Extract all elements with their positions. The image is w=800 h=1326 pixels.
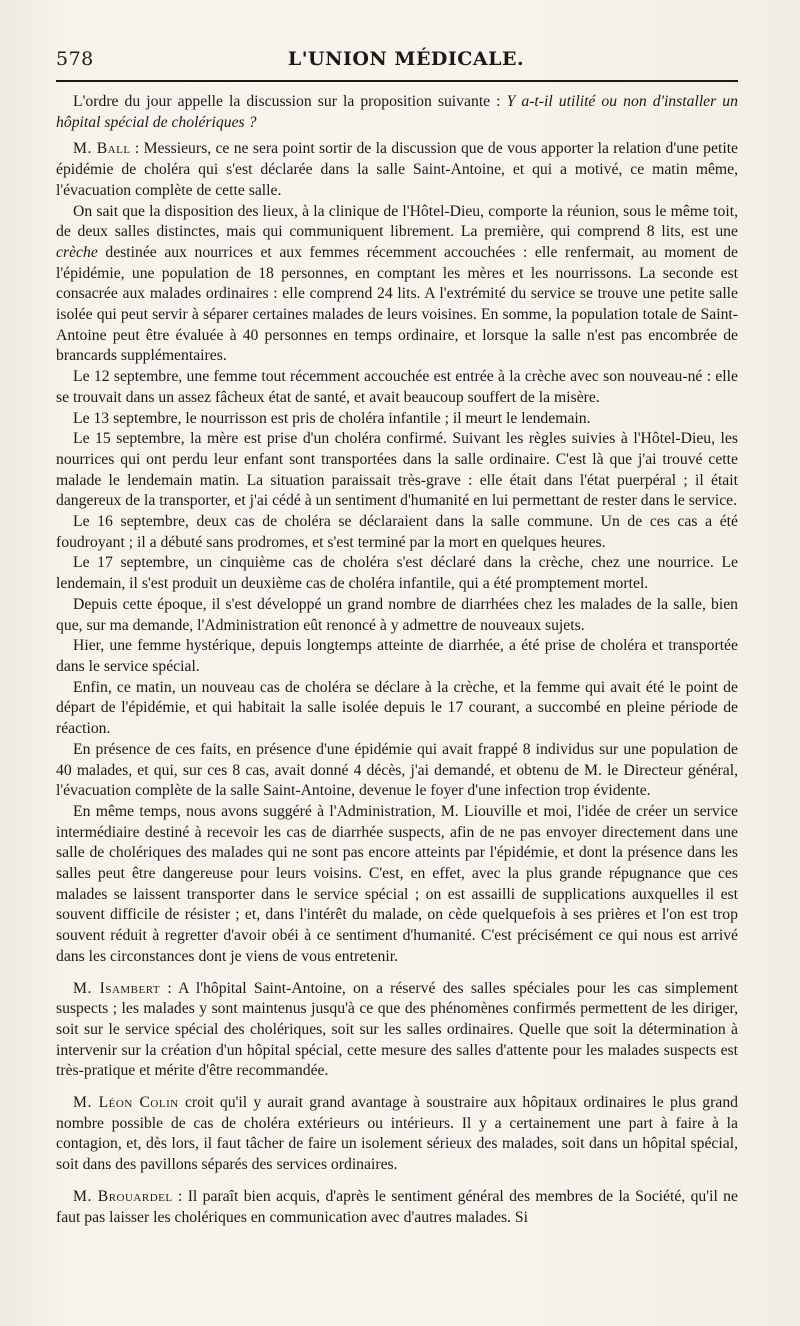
speech-colin <box>56 1093 738 1176</box>
paragraph-italic-term: crèche <box>56 243 98 261</box>
speech-ball-p3: Le 12 septembre, une femme tout récemment accouchée est entrée à la crèche avec son nouveau-né : elle se trouvait dans un assez fâcheux état de santé, et avait beaucoup souffert de la misère. <box>56 368 738 406</box>
paragraph-text: Messieurs, ce ne sera point sortir de la discussion que de vous apporter la relation d'une petite épidémie de choléra qui s'est déclarée dans la salle Saint-Antoine, et qui a motivé, ce matin même, l'évacuation complète de cette salle. <box>56 140 739 199</box>
paragraph-text: On sait que la disposition des lieux, à la clinique de l'Hôtel-Dieu, comporte la réunion, sous le même toit, de deux salles distinctes, mais qui communiquent librement. La première, qui comprend 8 lits, est une <box>56 202 738 241</box>
running-head <box>56 48 756 76</box>
speech-ball-p1: M. Ball : Messieurs, ce ne sera point sortir de la discussion que de vous apporter la relation d'une petite épidémie de choléra qui s'est déclarée dans la salle Saint-Antoine, et qui a motivé, ce matin même, l'évacuation complète de cette salle. <box>56 140 739 199</box>
speech-ball-p11: En présence de ces faits, en présence d'une épidémie qui avait frappé 8 individus sur une population de 40 malades, et qui, sur ces 8 cas, avait donné 4 décès, j'ai demandé, et obtenu de M. le Directeur général, l'évacuation complète de la salle Saint-Antoine, devenue le foyer d'une infection trop évidente. <box>56 740 738 800</box>
speaker-ball: M. Ball <box>73 140 131 158</box>
agenda-paragraph <box>56 92 738 133</box>
speaker-isambert: M. Isambert <box>73 979 161 997</box>
paragraph-text: destinée aux nourrices et aux femmes récemment accouchées : elle renfermait, au moment de l'épidémie, une population de 18 personnes, en comptant les mères et les nourrissons. La seconde est consacrée aux malades ordinaires : elle comprend 24 lits. A l'extrémité du service se trouve une petite salle isolée qui peut servir à séparer certaines malades de leurs voisines. En somme, la population totale de Saint-Antoine peut être évaluée à 40 personnes en temps ordinaire, et lorsque la salle n'est pas encombrée de brancards supplémentaires. <box>56 243 738 365</box>
paragraph-text: Il paraît bien acquis, d'après le sentiment général des membres de la Société, qu'il ne faut pas laisser les cholériques en communication avec d'autres malades. Si <box>56 1187 738 1226</box>
speech-ball-p9: Hier, une femme hystérique, depuis longtemps atteinte de diarrhée, a été prise de choléra et transportée dans le service spécial. <box>56 637 738 675</box>
speaker-brouardel: M. Brouardel <box>73 1187 173 1205</box>
speech-ball-p6: Le 16 septembre, deux cas de choléra se déclaraient dans la salle commune. Un de ces cas a été foudroyant ; il a débuté sans prodromes, et s'est terminé par la mort en quelques heures. <box>56 513 738 551</box>
speech-brouardel: M. Brouardel : Il paraît bien acquis, d'après le sentiment général des membres de la Société, qu'il ne faut pas laisser les cholériques en communication avec d'autres malades. Si <box>56 1187 738 1226</box>
agenda-question: Y a-t-il utilité ou non d'installer un hôpital spécial de cholériques ? <box>56 93 738 131</box>
speech-ball-p7: Le 17 septembre, un cinquième cas de choléra s'est déclaré dans la crèche, chez une nourrice. Le lendemain, il s'est produit un deuxième cas de choléra infantile, qui a été promptement mortel. <box>56 554 738 593</box>
header-rule <box>56 80 738 82</box>
agenda-text: L'ordre du jour appelle la discussion sur la proposition suivante : <box>73 93 507 110</box>
speech-ball-p5: Le 15 septembre, la mère est prise d'un choléra confirmé. Suivant les règles suivies à l'Hôtel-Dieu, les nourrices qui ont perdu leur enfant sont transportées dans la salle ordinaire. C'est là que j'ai trouvé cette malade le lendemain matin. La situation paraissait très-grave : elle était dans l'état puerpéral ; il était dangereux de la transporter, et j'ai cédé à un sentiment d'humanité en lui permettant de rester dans le service. <box>56 430 738 510</box>
journal-title: L'UNION MÉDICALE. <box>287 48 525 70</box>
speaker-colin: M. Léon Colin <box>73 1094 179 1112</box>
speech-isambert: M. Isambert : A l'hôpital Saint-Antoine, on a réservé des salles spéciales pour les cas simplement suspects ; les malades y sont maintenus jusqu'à ce que des phénomènes confirmés permettent de les diriger, soit sur le service spécial des cholériques, soit sur les salles ordinaires. Quelle que soit la détermination à intervenir sur la création d'un hôpital spécial, cette mesure des salles d'attente pour les malades suspects est très-pratique et mérite d'être recommandée. <box>56 979 738 1080</box>
speech-ball-p12: En même temps, nous avons suggéré à l'Administration, M. Liouville et moi, l'idée de créer un service intermédiaire destiné à recevoir les cas de diarrhée suspects, afin de ne pas envoyer directement dans une salle de cholériques des malades qui ne sont pas encore atteints par l'épidémie, et dont la présence dans les salles peut être dangereuse pour leurs voisins. C'est, en effet, avec la plus grande répugnance que ces malades se laissent transporter dans le service spécial ; on est assailli de supplications auxquelles il est souvent difficile de résister ; et, dans l'intérêt du malade, on cède quelquefois à ses prières et l'on est trop souvent réduit à regretter d'avoir obéi à ce sentiment d'humanité. C'est précisément ce qui nous est arrivé dans les circonstances dont je viens de vous entretenir. <box>56 802 738 965</box>
page-number: 578 <box>56 48 94 70</box>
speech-ball-p10: Enfin, ce matin, un nouveau cas de choléra se déclare à la crèche, et la femme qui avait été le point de départ de l'épidémie, et qui habitait la salle isolée depuis le 17 courant, a succombé en pleine période de réaction. <box>56 678 738 738</box>
speech-ball-p8: Depuis cette époque, il s'est développé un grand nombre de diarrhées chez les malades de la salle, bien que, sur ma demande, l'Administration eût renoncé à y admettre de nouveaux sujets. <box>56 595 738 634</box>
paragraph-text: A l'hôpital Saint-Antoine, on a réservé des salles spéciales pour les cas simplement suspects ; les malades y sont maintenus jusqu'à ce que des phénomènes confirmés permettent de les diriger, soit sur le service spécial des cholériques, soit sur les salles ordinaires. Quelle que soit la détermination à intervenir sur la création d'un hôpital spécial, cette mesure des salles d'attente pour les malades suspects est très-pratique et mérite d'être recommandée. <box>56 979 738 1080</box>
article-body <box>56 92 738 1228</box>
speech-ball-p4: Le 13 septembre, le nourrisson est pris de choléra infantile ; il meurt le lendemain. <box>73 409 591 427</box>
speech-ball-p2 <box>56 202 738 368</box>
paragraph-text: croit qu'il y aurait grand avantage à soustraire aux hôpitaux ordinaires le plus grand nombre possible de cas de choléra extérieurs ou intérieurs. Il y a certainement une part à faire à la contagion, et, dès lors, il faut tâcher de faire un isolement sérieux des malades, soit dans un hôpital spécial, soit dans des pavillons séparés des services ordinaires. <box>56 1094 739 1174</box>
